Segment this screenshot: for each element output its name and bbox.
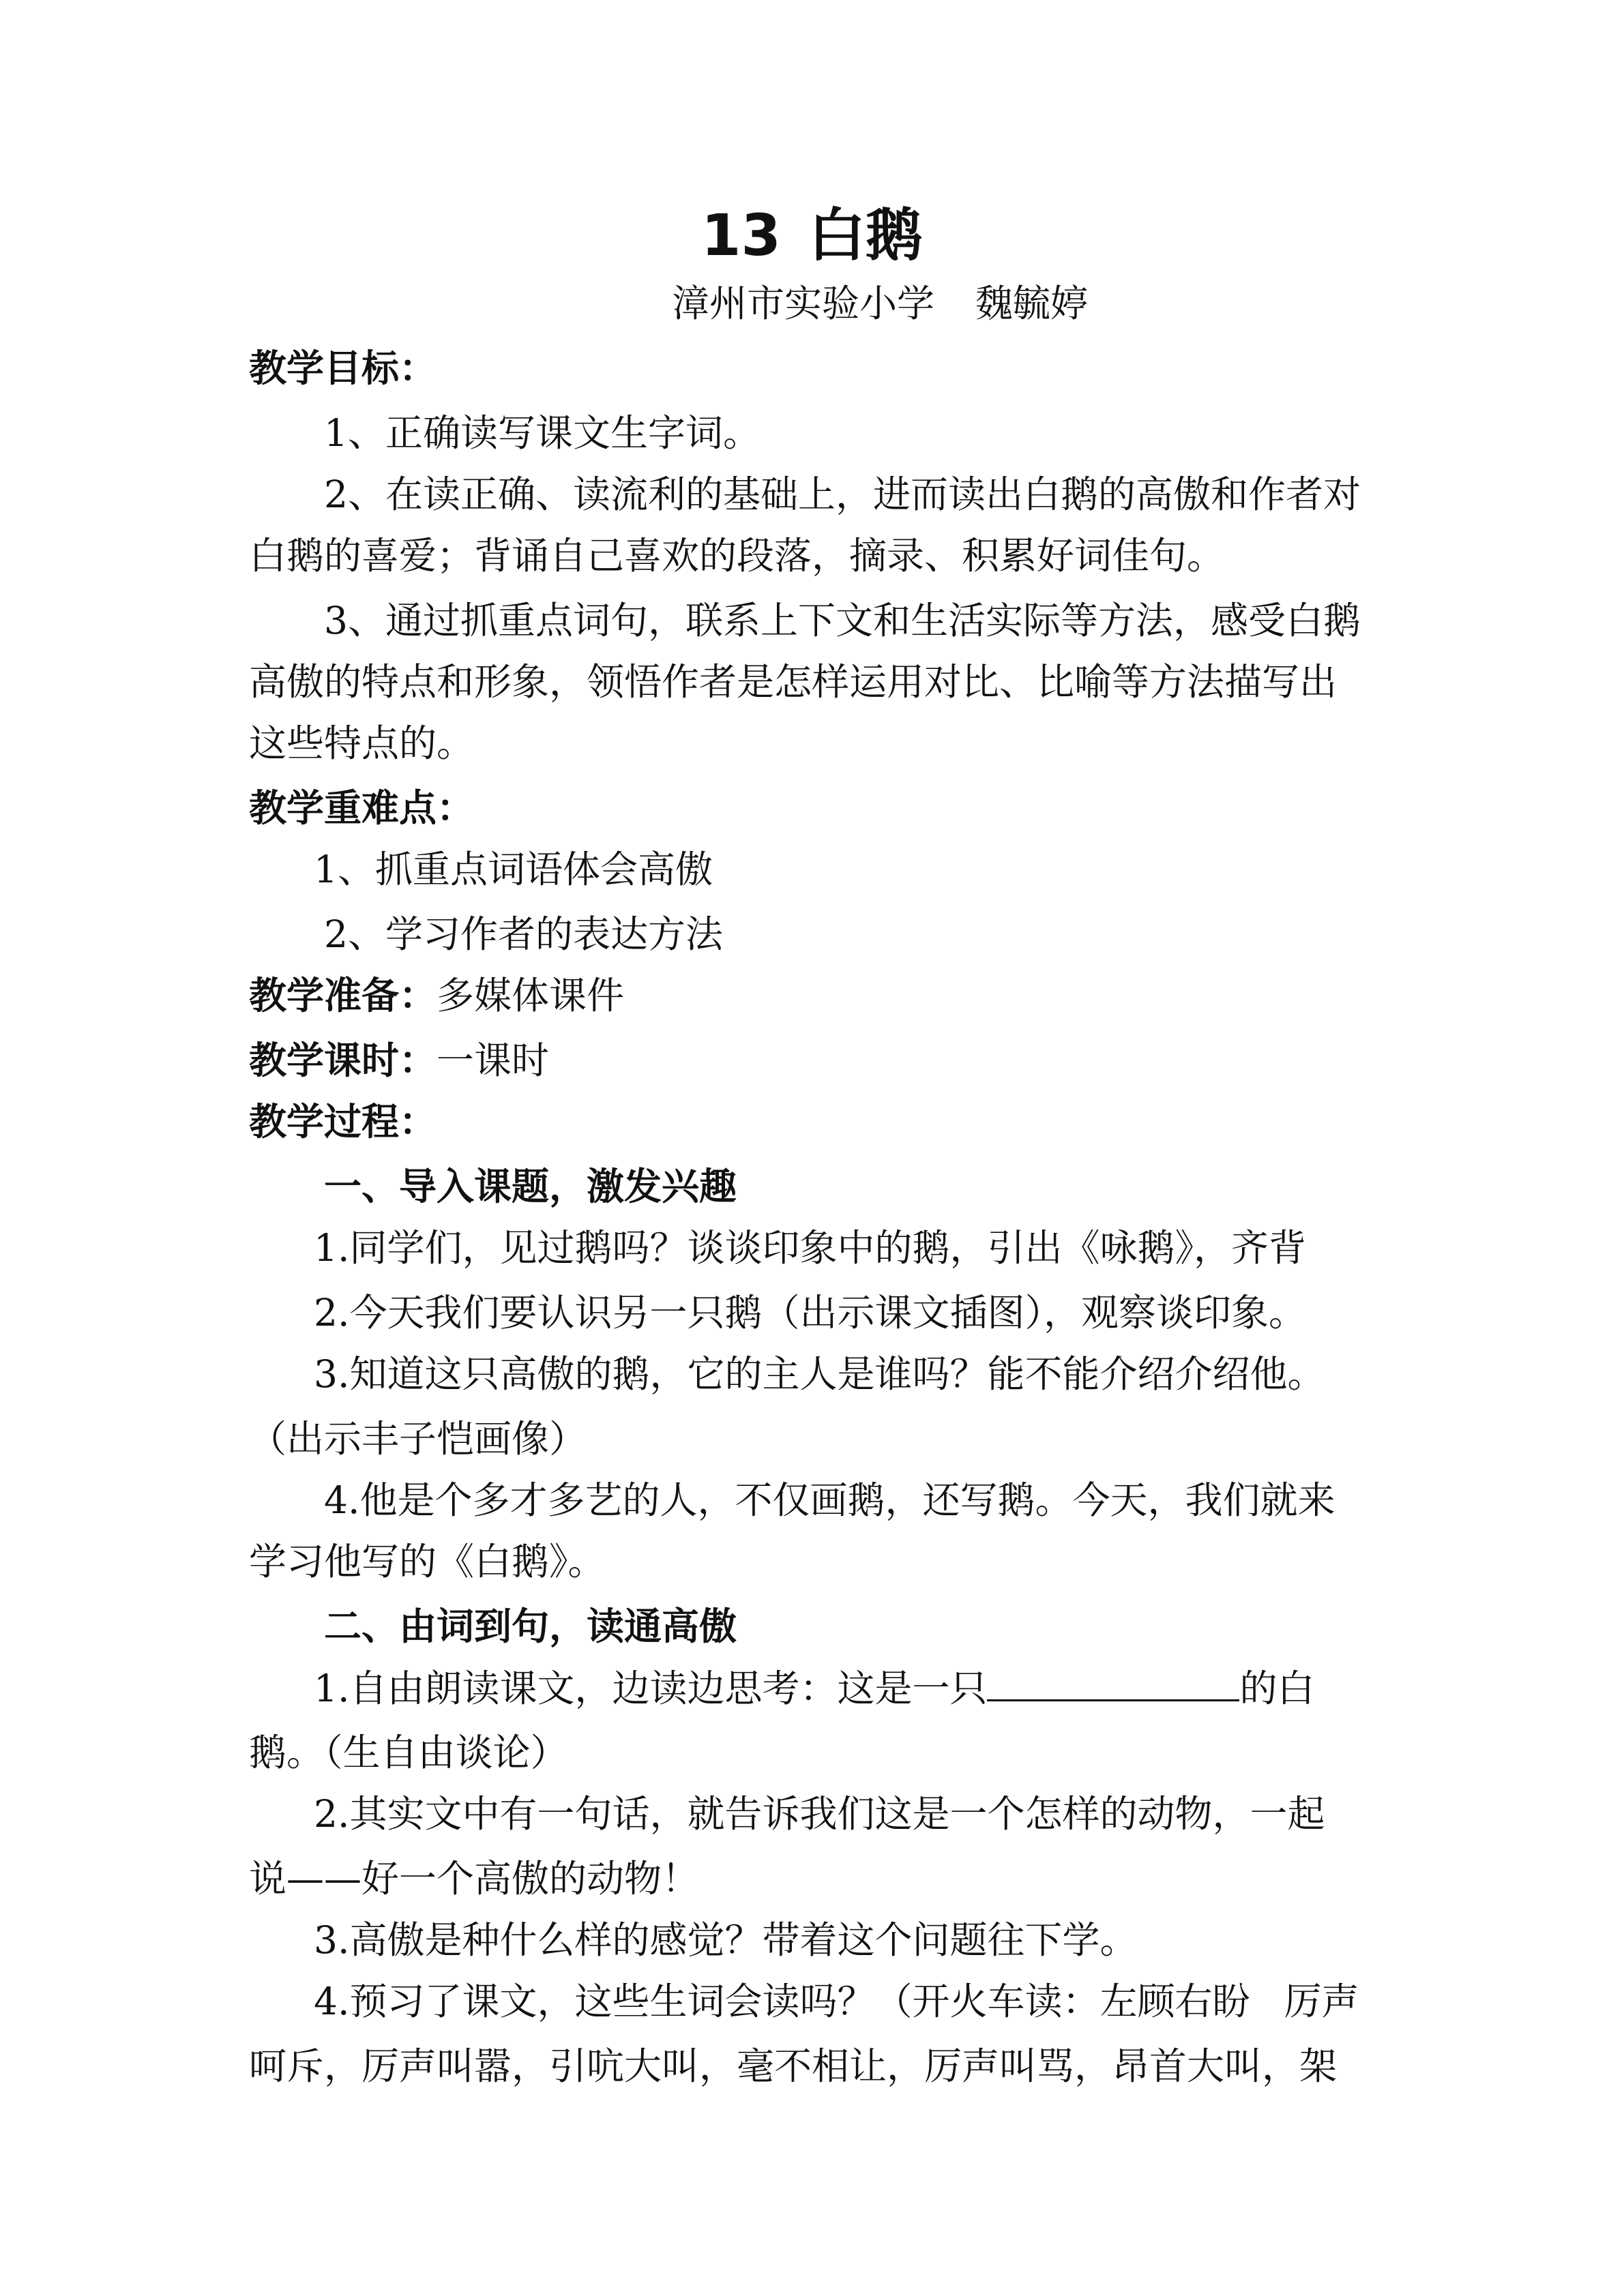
section1-line: 学习他写的《白鹅》。 [249,1540,606,1583]
section2-line: 鹅。（生自由谈论） [249,1731,568,1774]
objective-line: 1、正确读写课文生字词。 [324,411,761,455]
section1-line: 1.同学们，见过鹅吗？谈谈印象中的鹅，引出《咏鹅》，齐背 [314,1226,1306,1270]
section2-line: 呵斥，厉声叫嚣，引吭大叫，毫不相让，厉声叫骂，昂首大叫，架 [249,2044,1338,2088]
section1-line: 2.今天我们要认识另一只鹅（出示课文插图），观察谈印象。 [314,1291,1306,1335]
section2-line [314,1978,1359,2025]
objective-line: 这些特点的。 [249,721,475,765]
author-name: 魏毓婷 [975,282,1089,325]
section1-line: （出示丰子恺画像） [249,1417,587,1461]
section1-line: 3.知道这只高傲的鹅，它的主人是谁吗？能不能介绍介绍他。 [314,1352,1325,1396]
objective-line: 高傲的特点和形象，领悟作者是怎样运用对比、比喻等方法描写出 [249,660,1338,704]
preparation-line [249,972,624,1019]
hours-value: 一课时 [437,1039,550,1082]
vocab-first-word: 厉声 [1284,1980,1359,2023]
section1-line: 4.他是个多才多艺的人，不仅画鹅，还写鹅。今天，我们就来 [324,1478,1335,1522]
key-points-heading: 教学重难点： [249,786,475,830]
blank-prefix: 1.自由朗读课文，边读边思考：这是一只 [314,1667,988,1710]
key-point-line: 2、学习作者的表达方法 [324,912,723,956]
document-title [0,198,1624,273]
objective-line: 2、在读正确、读流利的基础上，进而读出白鹅的高傲和作者对 [324,473,1361,516]
lesson-title: 白鹅 [808,202,923,269]
section2-line-with-blank [314,1664,1315,1712]
objectives-heading: 教学目标： [249,346,437,390]
key-point-line: 1、抓重点词语体会高傲 [314,848,713,891]
hours-line [249,1037,549,1084]
objective-line: 白鹅的喜爱；背诵自己喜欢的段落，摘录、积累好词佳句。 [249,534,1225,578]
fill-in-blank [987,1664,1239,1701]
hours-label: 教学课时： [249,1039,437,1082]
preparation-value: 多媒体课件 [437,974,625,1017]
author-school: 漳州市实验小学 [672,282,935,325]
section2-line: 说——好一个高傲的动物！ [249,1857,700,1900]
section2-heading: 二、由词到句，读通高傲 [324,1605,737,1648]
process-heading: 教学过程： [249,1100,437,1144]
blank-suffix: 的白 [1239,1667,1315,1710]
lesson-number: 13 [701,202,781,269]
section1-heading: 一、导入课题，激发兴趣 [324,1165,737,1208]
objective-line: 3、通过抓重点词句，联系上下文和生活实际等方法，感受白鹅 [324,599,1361,642]
preparation-label: 教学准备： [249,974,437,1017]
section2-line: 3.高傲是种什么样的感觉？带着这个问题往下学。 [314,1918,1138,1962]
section2-line: 2.其实文中有一句话，就告诉我们这是一个怎样的动物，一起 [314,1792,1325,1836]
author-line [672,280,1088,327]
vocab-intro: 4.预习了课文，这些生词会读吗？（开火车读：左顾右盼 [314,1980,1250,2023]
